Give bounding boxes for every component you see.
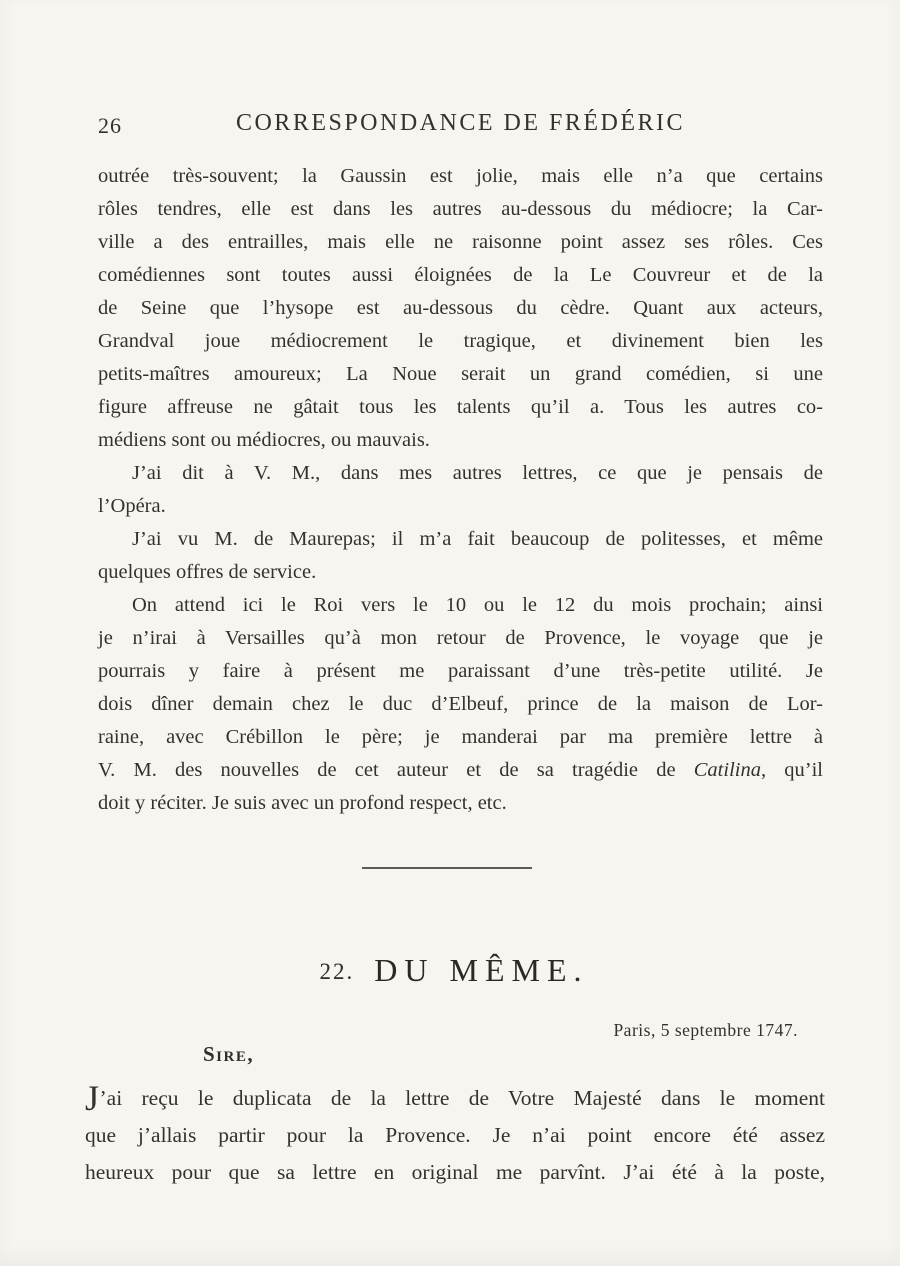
text-line: J’ai dit à V. M., dans mes autres lettres, ce que je pensais de xyxy=(132,462,823,484)
text-segment: ’ai reçu le duplicata de la lettre de Votre Majesté dans le moment xyxy=(99,1086,825,1110)
text-line: On attend ici le Roi vers le 10 ou le 12 du mois prochain; ainsi xyxy=(132,594,823,616)
drop-cap-initial: J xyxy=(85,1078,100,1118)
text-line: J’ai vu M. de Maurepas; il m’a fait beaucoup de politesses, et même xyxy=(132,528,823,550)
dateline: Paris, 5 septembre 1747. xyxy=(613,1020,798,1040)
text-line: heureux pour que sa lettre en original me parvînt. J’ai été à la poste, xyxy=(85,1160,825,1184)
letter-22-body xyxy=(85,1080,825,1191)
text-line: quelques offres de service. xyxy=(98,561,317,583)
text-line: outrée très-souvent; la Gaussin est jolie, mais elle n’a que certains xyxy=(98,165,823,187)
text-segment: , qu’il xyxy=(760,759,823,781)
text-line: dois dîner demain chez le duc d’Elbeuf, prince de la maison de Lor- xyxy=(98,693,823,715)
text-line: raine, avec Crébillon le père; je manderai par ma première lettre à xyxy=(98,726,823,748)
text-line: médiens sont ou médiocres, ou mauvais. xyxy=(98,429,430,451)
italic-title: Catilina xyxy=(693,759,761,781)
text-line: Grandval joue médiocrement le tragique, et divinement bien les xyxy=(98,330,823,352)
text-line: l’Opéra. xyxy=(98,495,166,517)
section-heading xyxy=(98,952,810,989)
page-header xyxy=(98,110,823,140)
running-title: CORRESPONDANCE DE FRÉDÉRIC xyxy=(235,110,686,136)
section-title: DU MÊME. xyxy=(374,952,589,988)
salutation: Sire, xyxy=(203,1042,255,1066)
text-line: de Seine que l’hysope est au-dessous du cèdre. Quant aux acteurs, xyxy=(98,297,823,319)
text-line xyxy=(98,754,823,787)
page-number: 26 xyxy=(98,113,122,138)
text-line: ville a des entrailles, mais elle ne raisonne point assez ses rôles. Ces xyxy=(98,231,823,253)
text-line: que j’allais partir pour la Provence. Je n’ai point encore été assez xyxy=(85,1123,825,1147)
section-number: 22. xyxy=(319,959,355,984)
text-line: pourrais y faire à présent me paraissant d’une très-petite utilité. Je xyxy=(98,660,823,682)
text-line: je n’irai à Versailles qu’à mon retour de Provence, le voyage que je xyxy=(98,627,823,649)
text-line xyxy=(85,1080,825,1117)
section-divider xyxy=(362,867,532,869)
text-line: comédiennes sont toutes aussi éloignées de la Le Couvreur et de la xyxy=(98,264,823,286)
text-line: doit y réciter. Je suis avec un profond respect, etc. xyxy=(98,792,507,814)
text-line: rôles tendres, elle est dans les autres au-dessous du médiocre; la Car- xyxy=(98,198,823,220)
text-segment: V. M. des nouvelles de cet auteur et de sa tragédie de xyxy=(98,759,694,781)
letter-21-body xyxy=(98,160,823,820)
text-line: petits-maîtres amoureux; La Noue serait un grand comédien, si une xyxy=(98,363,823,385)
text-line: figure affreuse ne gâtait tous les talents qu’il a. Tous les autres co- xyxy=(98,396,823,418)
